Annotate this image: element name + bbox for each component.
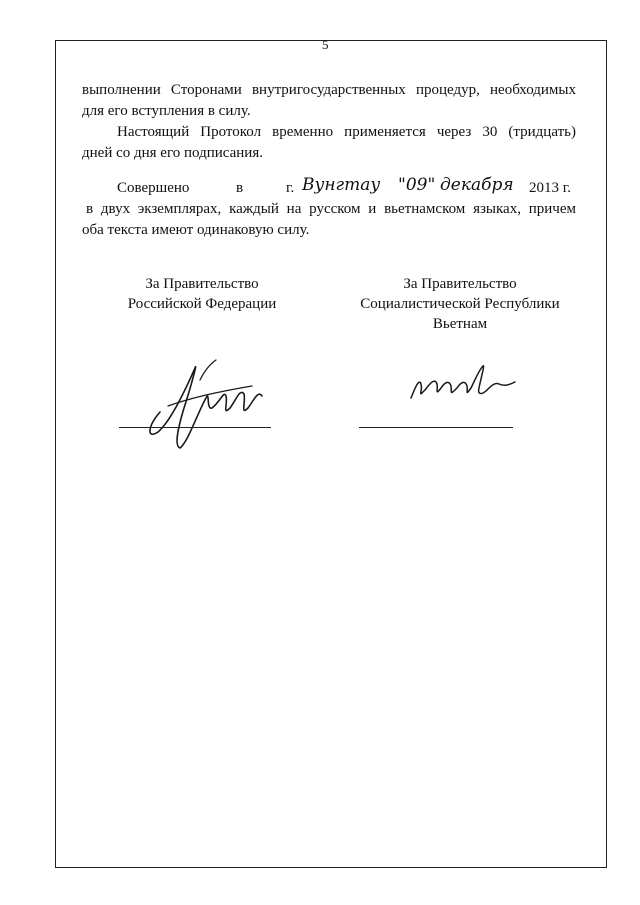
signatory-right-line-2: Социалистической Республики	[360, 296, 560, 312]
signature-line-left	[119, 427, 271, 428]
signatory-right-heading	[330, 274, 590, 334]
signatory-left-heading	[92, 274, 312, 314]
handwritten-month: декабря	[440, 175, 514, 195]
paragraph-1-line-1: выполнении Сторонами внутригосударственных процедур, необходимых	[82, 82, 576, 98]
done-city-prefix: г.	[286, 180, 295, 196]
page-border	[55, 37, 607, 868]
handwritten-city: Вунгтау	[302, 175, 381, 195]
paragraph-2-line-2: дней со дня его подписания.	[82, 145, 263, 161]
paragraph-3-line-2: в двух экземплярах, каждый на русском и вьетнамском языках, причем	[86, 201, 576, 217]
signature-line-right	[359, 427, 513, 428]
signatory-right-line-1: За Правительство	[403, 276, 517, 292]
year-text: 2013 г.	[529, 180, 571, 196]
signatory-left-line-2: Российской Федерации	[127, 296, 277, 312]
paragraph-2-line-1: Настоящий Протокол временно применяется через 30 (тридцать)	[117, 124, 576, 140]
done-word: Совершено	[117, 180, 190, 196]
paragraph-3-line-3: оба текста имеют одинаковую силу.	[82, 222, 310, 238]
done-in: в	[236, 180, 244, 196]
signature-right	[405, 358, 520, 408]
handwritten-day: "09"	[398, 175, 436, 195]
page-number: 5	[322, 37, 329, 52]
signatory-left-line-1: За Правительство	[145, 276, 259, 292]
signatory-right-line-3: Вьетнам	[432, 316, 488, 332]
paragraph-1-line-2: для его вступления в силу.	[82, 103, 251, 119]
signature-left	[140, 350, 270, 455]
